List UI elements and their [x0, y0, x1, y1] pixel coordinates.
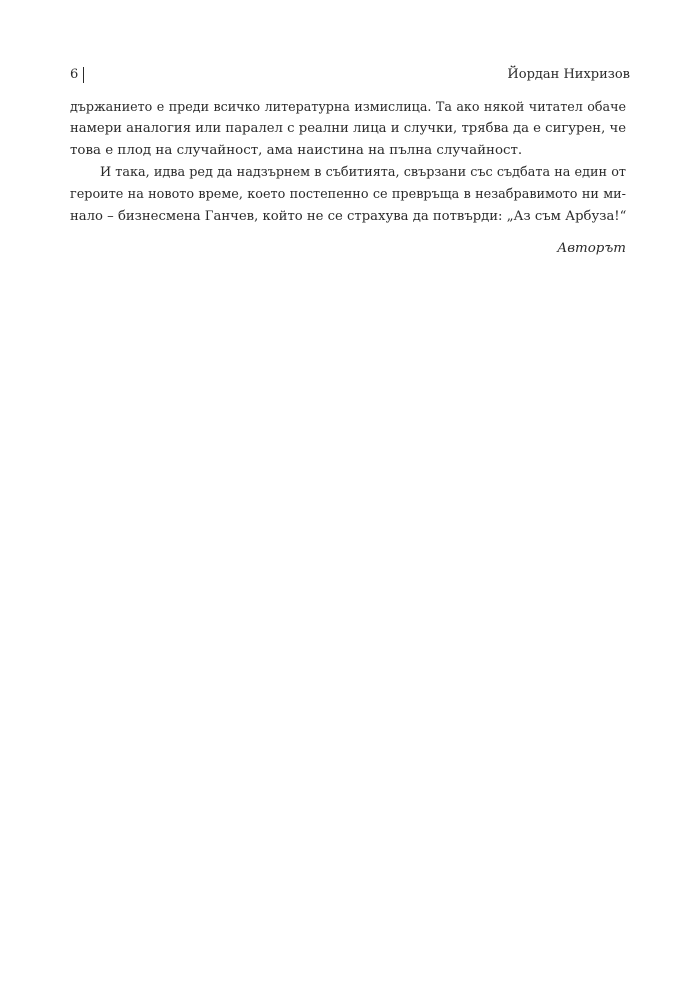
running-head	[70, 64, 630, 86]
paragraph-1	[70, 96, 626, 162]
paragraph-2	[70, 162, 626, 228]
text-line: това е плод на случайност, ама наистина на пълна случайност.	[70, 143, 523, 158]
text-line: нало – бизнесмена Ганчев, който не се страхува да потвърди: „Аз съм Арбуза!“	[70, 209, 626, 224]
header-divider	[83, 67, 84, 83]
text-line: намери аналогия или паралел с реални лица и случки, трябва да е сигурен, че	[70, 121, 626, 136]
page-number: 6	[70, 67, 79, 82]
body-text	[70, 96, 626, 228]
text-line: героите на новото време, което постепенно се превръща в незабравимото ни ми-	[70, 187, 626, 202]
text-line: държанието е преди всичко литературна измислица. Та ако някой читател обаче	[70, 99, 626, 114]
signature: Авторът	[557, 241, 626, 256]
text-line: И така, идва ред да надзърнем в събитията, свързани със съдбата на един от	[100, 165, 626, 180]
running-head-author: Йордан Нихризов	[507, 67, 630, 82]
